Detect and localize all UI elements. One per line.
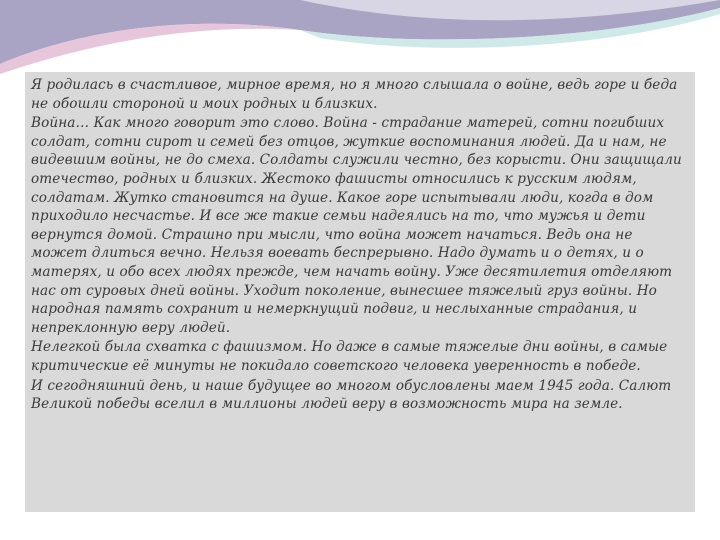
text-line: видевшим войны, не до смеха. Солдаты служили честно, без корысти. Они защищали (31, 152, 682, 169)
text-line: И сегодняшний день, и наше будущее во многом обусловлены маем 1945 года. Салют (31, 377, 672, 394)
text-line: критические её минуты не покидало советского человека уверенность в победе. (31, 357, 641, 374)
text-line: солдат, сотни сирот и семей без отцов, жуткие воспоминания людей. Да и нам, не (31, 133, 667, 150)
text-line: не обошли стороной и моих родных и близких. (31, 95, 378, 112)
text-line: отечество, родных и близких. Жестоко фашисты относились к русским людям, (31, 170, 637, 187)
text-line: народная память сохранит и немеркнущий подвиг, и неслыханные страдания, и (31, 301, 638, 318)
paragraph-1 (31, 76, 686, 113)
text-line: Нелегкой была схватка с фашизмом. Но даже в самые тяжелые дни войны, в самые (31, 339, 668, 356)
paragraph-3 (31, 338, 686, 375)
text-line: матерях, и обо всех людях прежде, чем начать войну. Уже десятилетия отделяют (31, 263, 673, 280)
essay-text (31, 76, 686, 415)
text-line: может длиться вечно. Нельзя воевать беспрерывно. Надо думать и о детях, и о (31, 245, 644, 262)
paragraph-4 (31, 377, 686, 414)
text-line: вернутся домой. Страшно при мысли, что война может начаться. Ведь она не (31, 226, 633, 243)
text-line: Великой победы вселил в миллионы людей веру в возможность мира на земле. (31, 396, 623, 413)
text-line: непреклонную веру людей. (31, 319, 231, 336)
paragraph-2 (31, 114, 686, 337)
text-line: приходило несчастье. И все же такие семьи надеялись на то, что мужья и дети (31, 208, 646, 225)
text-line: Война… Как много говорит это слово. Война - страдание матерей, сотни погибших (31, 115, 665, 132)
text-line: Я родилась в счастливое, мирное время, но я много слышала о войне, ведь горе и беда (31, 77, 678, 93)
text-line: солдатам. Жутко становится на душе. Какое горе испытывали люди, когда в дом (31, 189, 654, 206)
header-wave-decoration (0, 0, 720, 75)
text-line: нас от суровых дней войны. Уходит поколение, вынесшее тяжелый груз войны. Но (31, 282, 657, 299)
